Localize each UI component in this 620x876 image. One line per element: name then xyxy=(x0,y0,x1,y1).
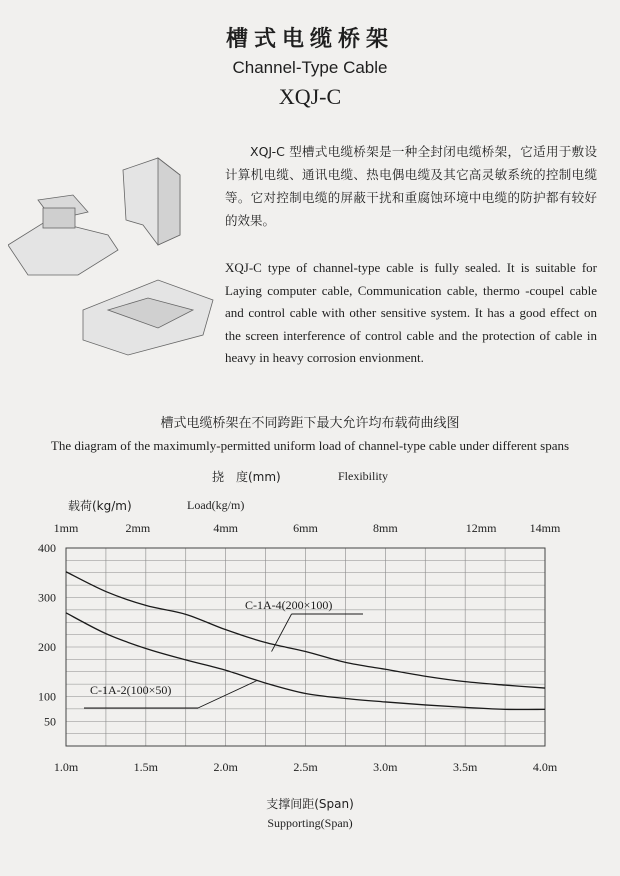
x-tick-label: 4.0m xyxy=(532,760,558,774)
model-number: XQJ-C xyxy=(278,84,342,109)
chart-grid xyxy=(66,548,545,746)
y-tick-label: 300 xyxy=(38,590,56,605)
x-tick-label: 2.0m xyxy=(213,760,238,774)
y-tick-label: 100 xyxy=(38,689,56,704)
page-title-en: Channel-Type Cable xyxy=(232,58,388,77)
annotation-leader-c1a2 xyxy=(198,680,258,708)
description-en: XQJ-C type of channel-type cable is fully sealed. It is suitable for Laying computer cable, Communication cable, thermo -coupel cable and control cable with other sensitive system. It has a good effect on the screen interference of control cable and the protection of cable in heavy in heavy corrosion envionment. xyxy=(225,260,597,365)
x-tick-label: 1.0m xyxy=(53,760,79,774)
x-axis-label-en: Supporting(Span) xyxy=(267,816,353,830)
x-tick-label: 1.5m xyxy=(133,760,159,774)
top-deflection-label: 14mm xyxy=(529,521,561,535)
y-axis-label-en: Load(kg/m) xyxy=(187,498,245,512)
y-tick-label: 200 xyxy=(38,640,56,654)
chart-title-en: The diagram of the maximumly-permitted uniform load of channel-type cable under different spans xyxy=(50,438,570,453)
y-tick-label: 400 xyxy=(38,541,56,555)
top-deflection-label: 12mm xyxy=(465,521,497,535)
y-axis-label-cn: 载荷(kg/m) xyxy=(68,499,132,513)
y-tick-label: 50 xyxy=(44,714,56,729)
top-deflection-label: 2mm xyxy=(125,521,151,535)
chart-title-cn: 槽式电缆桥架在不同跨距下最大允许均布载荷曲线图 xyxy=(160,416,460,431)
x-tick-label: 3.0m xyxy=(373,760,398,774)
description-cn: XQJ-C 型槽式电缆桥架是一种全封闭电缆桥架，它适用于敷设计算机电缆、通讯电缆、热电偶电缆及其它高灵敏系统的控制电缆等。它对控制电缆的屏蔽干扰和重腐蚀环境中电缆的防护都有较好的效果。 xyxy=(225,144,597,228)
series-label-c1a4: C-1A-4(200×100) xyxy=(245,598,333,612)
deflection-label-cn: 挠 度(mm) xyxy=(212,470,281,484)
top-deflection-label: 4mm xyxy=(213,521,239,535)
x-tick-label: 3.5m xyxy=(452,760,478,774)
top-deflection-label: 6mm xyxy=(293,521,318,535)
series-label-c1a2: C-1A-2(100×50) xyxy=(90,683,172,697)
x-tick-label: 2.5m xyxy=(293,760,318,774)
deflection-label-en: Flexibility xyxy=(338,469,389,483)
top-deflection-label: 1mm xyxy=(53,521,79,535)
page-title-cn: 槽式电缆桥架 xyxy=(225,27,394,52)
top-deflection-label: 8mm xyxy=(372,521,398,535)
x-axis-label-cn: 支撑间距(Span) xyxy=(266,797,354,811)
